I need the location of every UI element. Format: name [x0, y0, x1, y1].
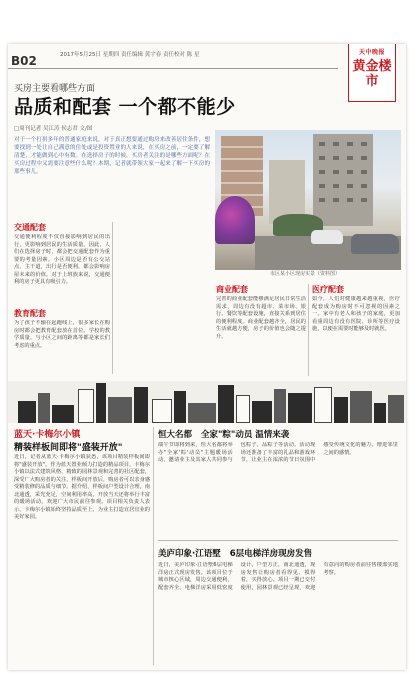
bottom-article-text: 近日，美庐印象·江语墅6层电梯洋房正式现房发售。该项目位于城市核心区域，周边交通便利，配套齐全。电梯洋房采用低密度设计，户型方正，南北通透，现房发售让购房者看得见、摸得着，买得放心。项目一期已交付使用，园林景观已经呈现，欢迎有意向的购房者前往售楼部实地考察。 — [158, 562, 398, 591]
white-car — [311, 230, 343, 244]
column-rule-1 — [112, 222, 113, 374]
left-article-title: 精装样板间即将"盛装开放" — [14, 443, 123, 453]
mid-article-text: 端午节即将到来，恒大名都将举办"全家'粽'动员"主题暖场活动，邀请业主及其家人共同参与包粽子、品粽子等活动。活动现场还准备了丰富的礼品和游戏环节，让业主在浓浓的节日氛围中感受传统文化的魅力，增进邻里之间的感情。 — [158, 442, 398, 463]
feature-lead: 对于一个打拼多年的普通家庭来说，对于真正想要通过购房来改善居住条件，想要找到一处让自己满意的住处或是投资置业的人来说，在买房之前，一定要了解清楚，才能做到心中有数。在选择房子的时候，买房者关注的是哪些方面呢？在买房过程中又需要注意些什么呢？本期，记者就带领大家一起来了解一下买房的那些事儿。 — [14, 137, 210, 175]
header-rule — [8, 68, 338, 69]
section-medical-text: 如今，人们对健康越来越重视，医疗配套成为购房时不可忽视的因素之一。家中有老人和孩子的家庭，更加看重周边有没有医院、诊所等医疗设施，以便在需要时能够及时就医。 — [312, 296, 400, 332]
city-skyline-illustration — [8, 381, 406, 423]
street-photo — [215, 130, 401, 270]
section-education-title: 教育配套 — [14, 309, 46, 318]
flower-bush — [215, 196, 255, 244]
bottom-article-title: 6层电梯洋房现房发售 — [229, 549, 313, 559]
section-transport-title: 交通配套 — [14, 223, 46, 232]
section-box — [348, 44, 396, 102]
section-education-text: 为了孩子不输在起跑线上，很多家长在购房时都会把教育配套放在首位。学校的教学质量、与小区之间的距离等都是家长们考虑的重点。 — [14, 320, 110, 349]
mid-article-header — [158, 428, 289, 440]
photo-caption: 市区某小区现房实景（资料图） — [270, 271, 341, 277]
page-number: B02 — [11, 54, 37, 68]
section-title: 黄金楼市 — [352, 59, 392, 89]
article-separator — [158, 540, 398, 541]
newspaper-page — [8, 44, 406, 670]
section-medical-title: 医疗配套 — [312, 285, 344, 294]
building-right — [313, 134, 373, 226]
mid-article-kicker: 恒大名都 — [158, 430, 193, 440]
section-transport-text-cont — [114, 234, 210, 304]
feature-byline: □周刊记者 吴江涛 侯志君 文/图 — [14, 126, 93, 132]
feature-kicker: 买房主要看哪些方面 — [14, 84, 96, 94]
section-commercial-title: 商业配套 — [216, 285, 248, 294]
grey-car — [351, 234, 399, 254]
dateline: 2017年5月25日 星期四 责任编辑 黄宇春 责任校对 陈 星 — [60, 52, 200, 58]
left-article-kicker: 蓝天·卡梅尔小镇 — [14, 430, 81, 440]
bottom-article-kicker: 美庐印象·江语墅 — [158, 549, 221, 559]
section-transport-text: 交通便利程度不仅直接影响到居民的出行，更影响到居民的生活质量。因此，人们在选择房子时，都会把交通配套作为重要的考量因素。小区周边是否有公交站点、主干道，出行是否便利，都会影响房屋未来的价值。对于上班族来说，交通便利的房子更具有吸引力。 — [14, 234, 110, 285]
feature-headline: 品质和配套 一个都不能少 — [14, 96, 236, 118]
left-article-text: 近日，记者从蓝天·卡梅尔小镇获悉，该项目精装样板间即将"盛装开放"。作为蓝天置业倾力打造的精品项目，卡梅尔小镇以法式建筑风格、精致的园林景观和完善的社区配套，深受广大购房者的关注。样板间开放后，购房者可以亲身感受精装修的品质与细节。据介绍，样板间户型设计合理，南北通透，采光充足，空间利用率高。开放当天还将举行丰富的暖场活动，欢迎广大市民前往参观。项目相关负责人表示，卡梅尔小镇始终坚持品质至上，为业主打造宜居宜业的美好家园。 — [14, 454, 150, 520]
mid-article-title: 全家"粽"动员 温情来袭 — [200, 430, 290, 440]
bottom-article-header — [158, 547, 312, 559]
column-rule-2 — [308, 284, 309, 376]
brand-logo: 天中晚报 — [358, 49, 385, 56]
section-commercial-text: 完善的商业配套能够满足居民日常生活需求，周边有没有超市、菜市场、银行、餐饮等配套设施，直接关系到居住的便利程度。商业配套越齐全，居民的生活就越方便，房子的价值也会随之提升。 — [216, 296, 306, 340]
column-rule-3 — [153, 427, 154, 665]
